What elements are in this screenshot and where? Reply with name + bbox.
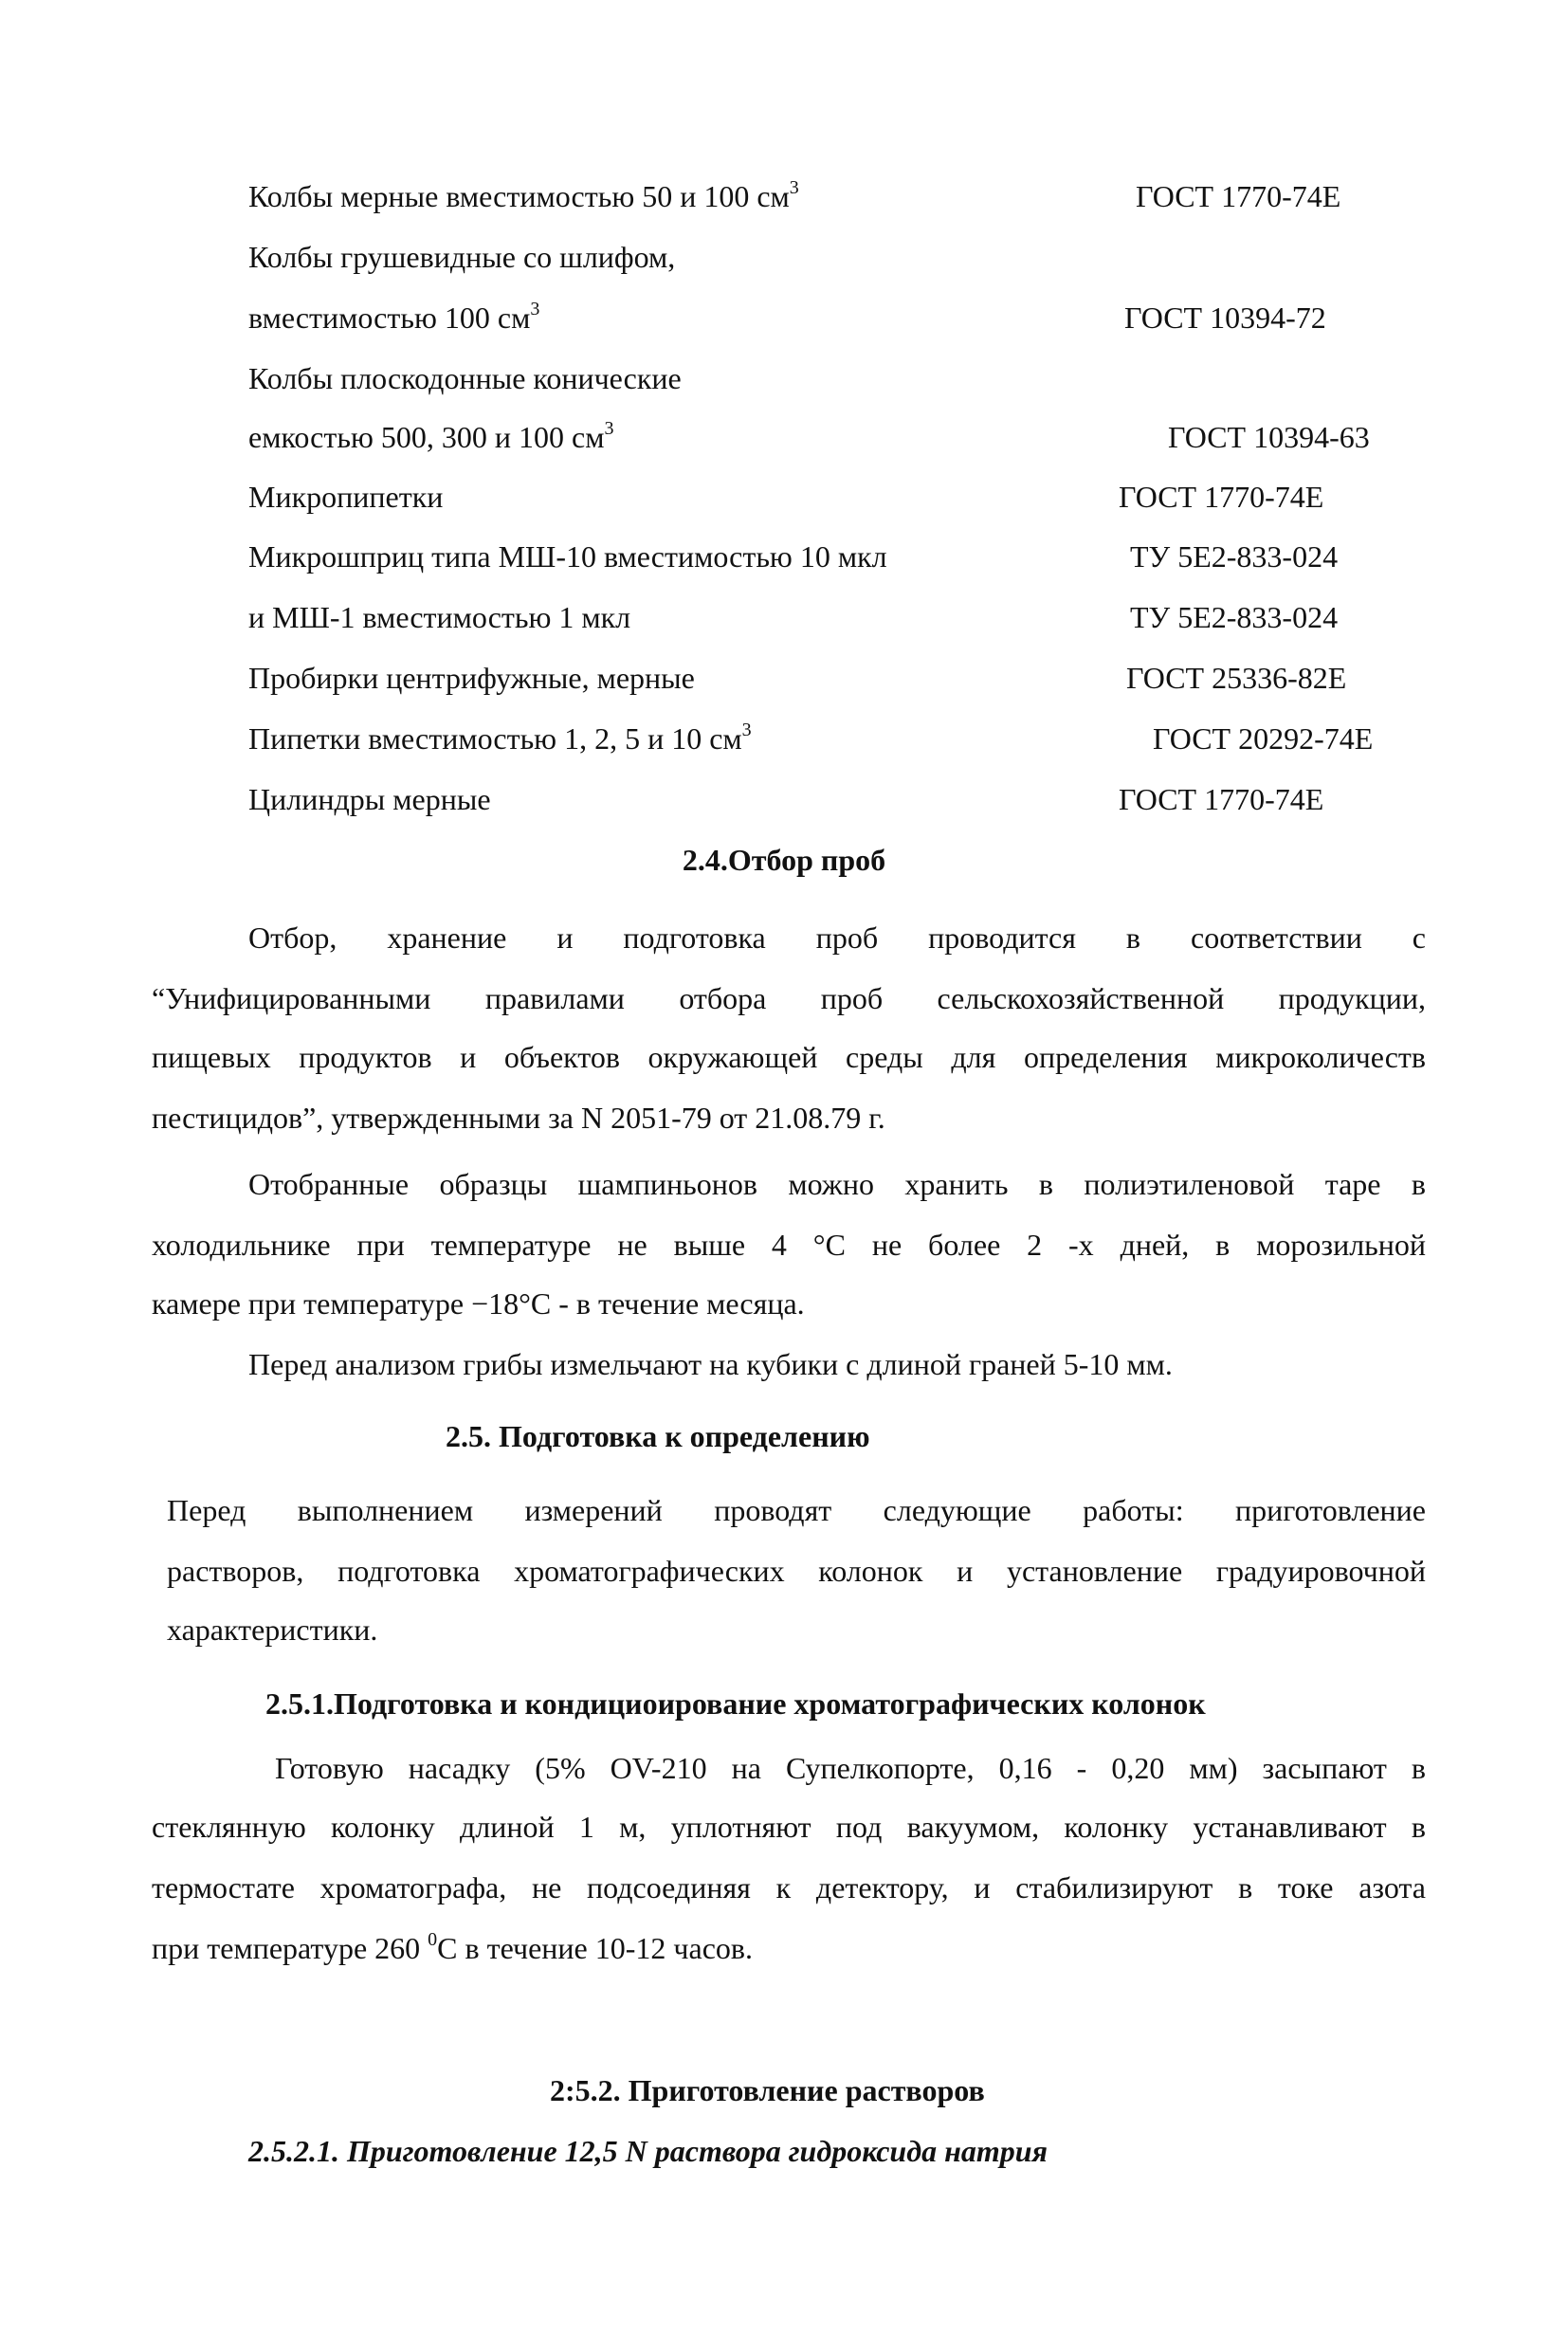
equipment-item-name: Колбы мерные вместимостью 50 и 100 $см^3$ bbox=[248, 177, 799, 213]
section-title-2-4: 2.4.Отбор проб bbox=[682, 843, 886, 877]
paragraph-line: камере при температуре −18°С - в течение месяца. bbox=[152, 1286, 805, 1321]
equipment-item-standard: ГОСТ 25336-82Е bbox=[1126, 661, 1347, 695]
equipment-item-name: Колбы грушевидные со шлифом, bbox=[248, 240, 676, 274]
equipment-item-standard: ГОСТ 10394-63 bbox=[1168, 420, 1370, 454]
paragraph-line: Перед анализом грибы измельчают на кубики с длиной граней 5-10 мм. bbox=[248, 1347, 1173, 1381]
paragraph-line: Готовую насадку (5% OV-210 на Супелкопорте, 0,16 - 0,20 мм) засыпают в bbox=[275, 1751, 1426, 1785]
equipment-item-name: вместимостью 100 $см^3$ bbox=[248, 299, 540, 335]
paragraph-line: пищевых продуктов и объектов окружающей среды для определения микроколичеств bbox=[152, 1040, 1426, 1074]
paragraph-line: холодильнике при температуре не выше 4 °С не более 2 -х дней, в морозильной bbox=[152, 1228, 1426, 1262]
equipment-item-standard: ГОСТ 20292-74Е bbox=[1153, 721, 1374, 756]
equipment-item-standard: ТУ 5Е2-833-024 bbox=[1130, 600, 1339, 634]
section-title-2-5-1: 2.5.1.Подготовка и кондициоирование хроматографических колонок bbox=[265, 1686, 1206, 1721]
equipment-item-standard: ГОСТ 1770-74Е bbox=[1119, 782, 1324, 816]
equipment-item-name: Цилиндры мерные bbox=[248, 782, 491, 816]
section-title-2-5-2: 2:5.2. Приготовление растворов bbox=[550, 2073, 985, 2107]
paragraph-line: “Унифицированными правилами отбора проб сельскохозяйственной продукции, bbox=[152, 981, 1426, 1015]
subsection-title-2-5-2-1: 2.5.2.1. Приготовление 12,5 N раствора гидроксида натрия bbox=[248, 2134, 1048, 2168]
paragraph-line: при температуре 260 $^0$С в течение 10-12 часов. bbox=[152, 1929, 754, 1965]
paragraph-line: Перед выполнением измерений проводят следующие работы: приготовление bbox=[167, 1493, 1426, 1527]
paragraph-line: пестицидов”, утвержденными за N 2051-79 от 21.08.79 г. bbox=[152, 1101, 885, 1135]
paragraph-line: стеклянную колонку длиной 1 м, уплотняют под вакуумом, колонку устанавливают в bbox=[152, 1810, 1426, 1844]
equipment-item-name: Колбы плоскодонные конические bbox=[248, 361, 682, 395]
paragraph-line: Отбор, хранение и подготовка проб проводится в соответствии с bbox=[248, 920, 1426, 955]
section-title-2-5: 2.5. Подготовка к определению bbox=[446, 1419, 870, 1453]
equipment-item-standard: ГОСТ 10394-72 bbox=[1124, 301, 1326, 335]
paragraph-line: Отобранные образцы шампиньонов можно хранить в полиэтиленовой таре в bbox=[248, 1167, 1426, 1201]
paragraph-line: характеристики. bbox=[167, 1613, 378, 1647]
equipment-item-name: и МШ-1 вместимостью 1 мкл bbox=[248, 600, 631, 634]
equipment-item-name: Пипетки вместимостью 1, 2, 5 и 10 $см^3$ bbox=[248, 720, 752, 756]
equipment-item-name: Микропипетки bbox=[248, 480, 444, 514]
equipment-item-standard: ГОСТ 1770-74Е bbox=[1119, 480, 1324, 514]
equipment-item-standard: ГОСТ 1770-74Е bbox=[1136, 179, 1341, 213]
equipment-item-name: Пробирки центрифужные, мерные bbox=[248, 661, 695, 695]
equipment-item-standard: ТУ 5Е2-833-024 bbox=[1130, 539, 1339, 574]
paragraph-line: термостате хроматографа, не подсоединяя к детектору, и стабилизируют в токе азота bbox=[152, 1870, 1426, 1904]
equipment-item-name: емкостью 500, 300 и 100 $см^3$ bbox=[248, 418, 614, 454]
paragraph-line: растворов, подготовка хроматографических колонок и установление градуировочной bbox=[167, 1554, 1426, 1588]
equipment-item-name: Микрошприц типа МШ-10 вместимостью 10 мкл bbox=[248, 539, 887, 574]
